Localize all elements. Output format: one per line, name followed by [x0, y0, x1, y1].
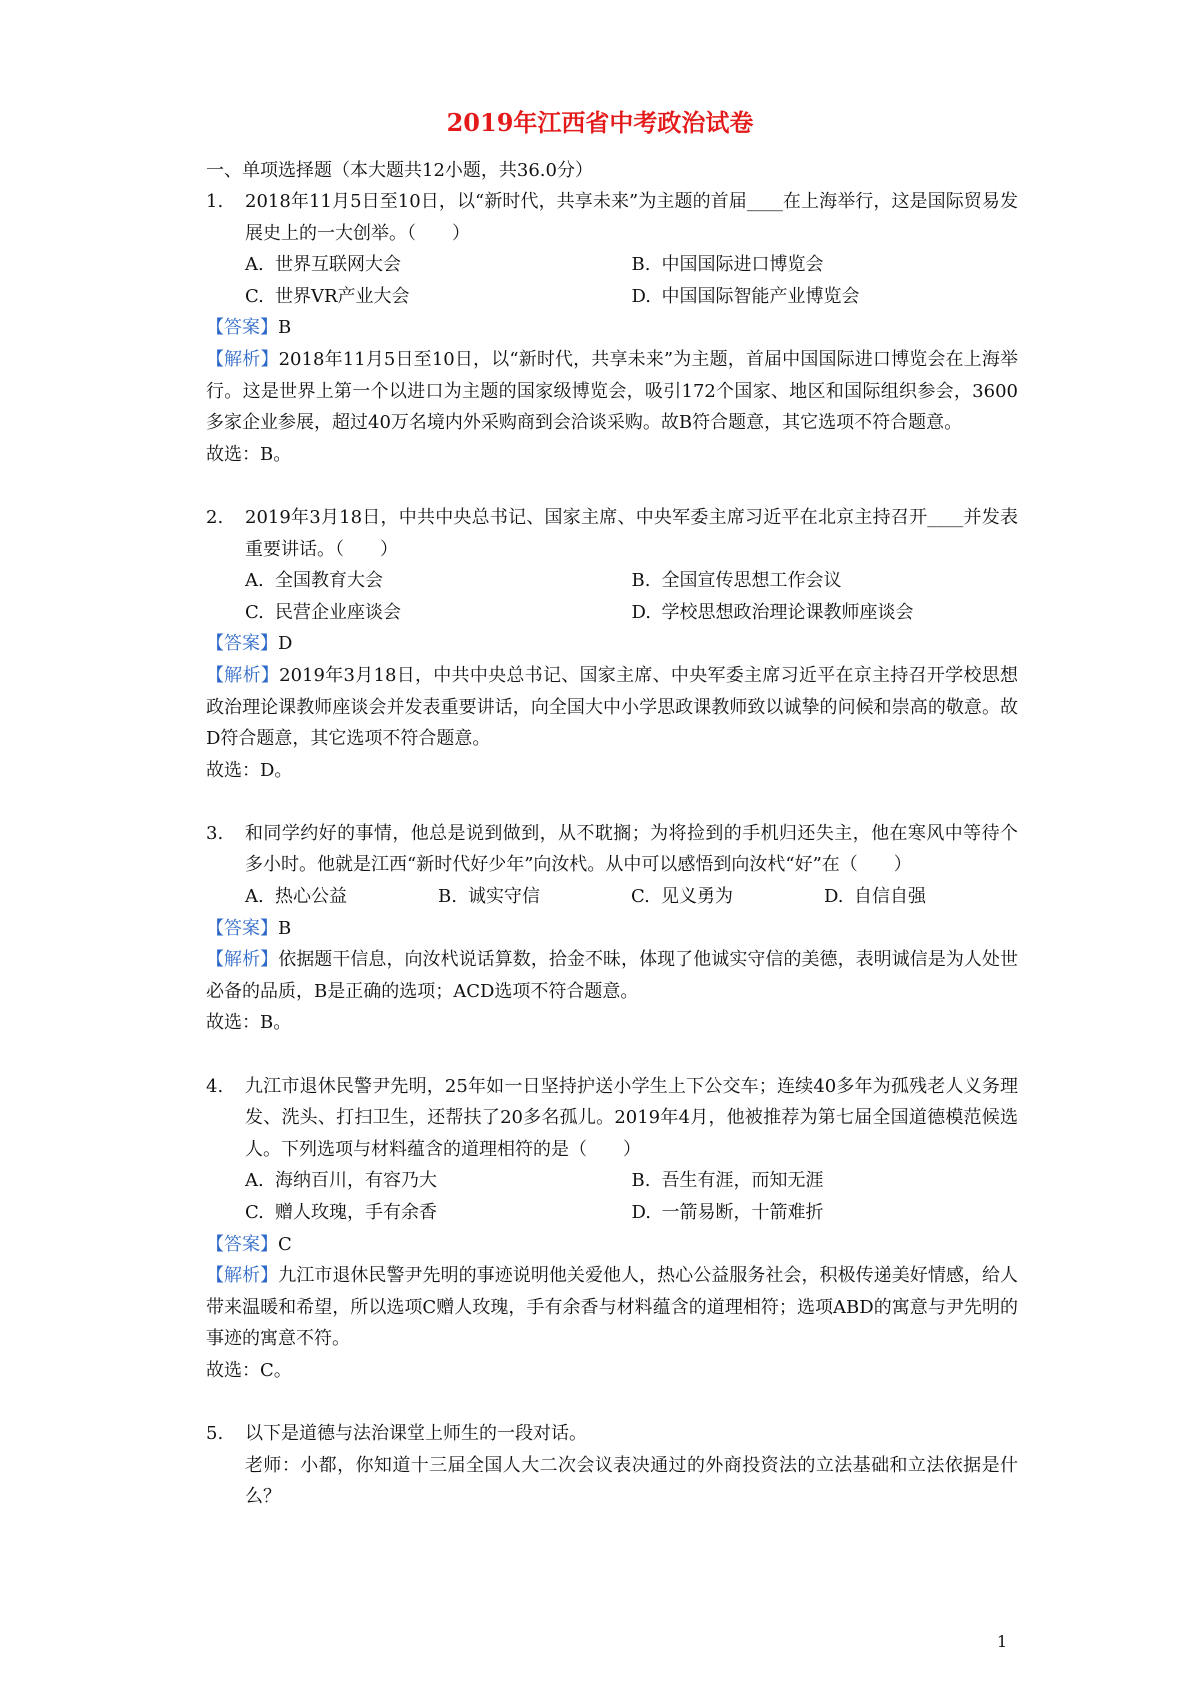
- analysis-label: 【解析】: [206, 949, 279, 971]
- answer-label: 【答案】: [206, 917, 278, 939]
- question-stem: 九江市退休民警尹先明，25年如一日坚持护送小学生上下公交车；连续40多年为孤残老人义务理发、洗头、打扫卫生，还帮扶了20多名孤儿。2019年4月，他被推荐为第七届全国道德模范候选人。下列选项与材料蕴含的道理相符的是（ ）: [245, 1075, 1018, 1160]
- option-b: B. 中国国际进口博览会: [631, 254, 824, 276]
- question-number: 4.: [206, 1075, 224, 1097]
- answer-label: 【答案】: [206, 1233, 278, 1255]
- choice-line: 故选：B。: [206, 443, 292, 465]
- option-a: A. 热心公益: [245, 886, 347, 908]
- section-header: 一、单项选择题（本大题共12小题，共36.0分）: [206, 160, 593, 181]
- analysis-text: 【解析】依据题干信息，向汝杙说话算数，拾金不昧，体现了他诚实守信的美德，表明诚信是为人处世必备的品质，B是正确的选项；ACD选项不符合题意。: [206, 949, 1019, 1002]
- answer-line: [206, 1229, 1018, 1261]
- choice-line: 故选：D。: [206, 759, 293, 781]
- question-stem: 2018年11月5日至10日，以“新时代，共享未来”为主题的首届____在上海举行，这是国际贸易发展史上的一大创举。（ ）: [245, 191, 1018, 244]
- answer-line: [206, 913, 1018, 945]
- question-5: [206, 1418, 1018, 1513]
- option-c: C. 世界VR产业大会: [245, 285, 410, 307]
- option-d: D. 一箭易断，十箭难折: [631, 1202, 824, 1223]
- choice-line: 故选：C。: [206, 1359, 292, 1381]
- option-d: D. 中国国际智能产业博览会: [631, 285, 860, 307]
- choice-line: 故选：B。: [206, 1012, 292, 1034]
- answer-value: C: [278, 1233, 292, 1255]
- analysis-text: 【解析】2018年11月5日至10日，以“新时代，共享未来”为主题，首届中国国际进口博览会在上海举行。这是世界上第一个以进口为主题的国家级博览会，吸引172个国家、地区和国际组织参会，3600多家企业参展，超过40万名境内外采购商到会洽谈采购。故B符合题意，其它选项不符合题意。: [206, 348, 1018, 434]
- question-stem: 以下是道德与法治课堂上师生的一段对话。: [245, 1423, 587, 1445]
- question-number: 1.: [206, 191, 224, 212]
- analysis-label: 【解析】: [206, 664, 280, 686]
- option-a: A. 海纳百川，有容乃大: [245, 1170, 437, 1192]
- analysis-label: 【解析】: [206, 1265, 279, 1287]
- question-2: [206, 502, 1018, 786]
- questions-container: [206, 186, 1018, 1545]
- question-number: 3.: [206, 822, 224, 844]
- question-3: [206, 818, 1018, 1039]
- answer-value: B: [278, 317, 292, 339]
- question-stem: 和同学约好的事情，他总是说到做到，从不耽搁；为将捡到的手机归还失主，他在寒风中等待个多小时。他就是江西“新时代好少年”向汝杙。从中可以感悟到向汝杙“好”在（ ）: [245, 822, 1018, 876]
- question-number: 2.: [206, 506, 224, 528]
- option-c: C. 民营企业座谈会: [245, 601, 401, 623]
- analysis-label: 【解析】: [206, 348, 279, 370]
- exam-title: 2019年江西省中考政治试卷: [446, 108, 754, 137]
- answer-line: [206, 628, 1018, 660]
- question-4: [206, 1071, 1018, 1387]
- option-b: B. 全国宣传思想工作会议: [631, 570, 842, 592]
- option-b: B. 诚实守信: [438, 886, 540, 908]
- option-b: B. 吾生有涯，而知无涯: [631, 1170, 824, 1192]
- option-c: C. 赠人玫瑰，手有余香: [245, 1202, 437, 1223]
- answer-value: B: [278, 917, 292, 939]
- question-number: 5.: [206, 1423, 224, 1445]
- answer-line: [206, 312, 1018, 344]
- answer-value: D: [278, 633, 293, 655]
- analysis-text: 【解析】2019年3月18日，中共中央总书记、国家主席、中央军委主席习近平在京主持召开学校思想政治理论课教师座谈会并发表重要讲话，向全国大中小学思政课教师致以诚挚的问候和崇高的敬意。故D符合题意，其它选项不符合题意。: [206, 664, 1019, 750]
- option-d: D. 自信自强: [824, 886, 926, 908]
- option-a: A. 世界互联网大会: [245, 254, 401, 276]
- option-c: C. 见义勇为: [631, 886, 733, 908]
- answer-label: 【答案】: [206, 633, 278, 655]
- answer-label: 【答案】: [206, 317, 278, 339]
- question-stem: 2019年3月18日，中共中央总书记、国家主席、中央军委主席习近平在北京主持召开____并发表重要讲话。（ ）: [245, 506, 1018, 560]
- option-d: D. 学校思想政治理论课教师座谈会: [631, 601, 914, 623]
- dialogue-teacher: 老师：小都，你知道十三届全国人大二次会议表决通过的外商投资法的立法基础和立法依据是什么？: [245, 1454, 1018, 1508]
- option-a: A. 全国教育大会: [245, 570, 383, 592]
- page-number: 1: [997, 1632, 1008, 1651]
- question-1: [206, 186, 1018, 470]
- analysis-text: 【解析】九江市退休民警尹先明的事迹说明他关爱他人，热心公益服务社会，积极传递美好情感，给人带来温暖和希望，所以选项C赠人玫瑰，手有余香与材料蕴含的道理相符；选项ABD的寓意与尹先明的事迹的寓意不符。: [206, 1265, 1019, 1350]
